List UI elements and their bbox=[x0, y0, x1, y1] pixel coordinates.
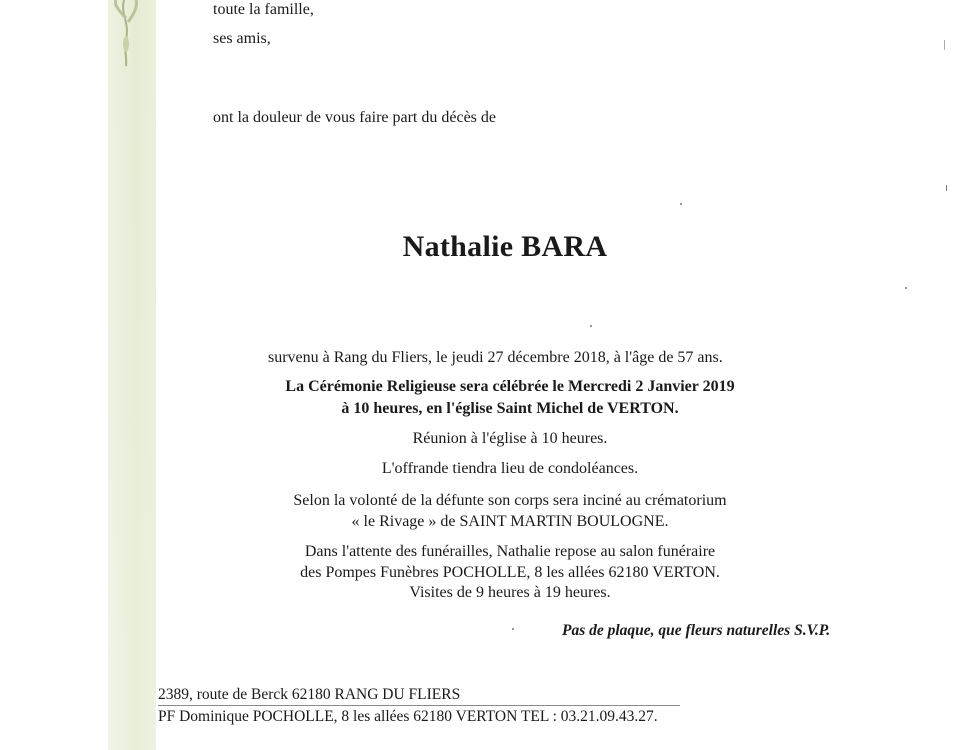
paper-speck bbox=[590, 325, 592, 327]
paper-speck bbox=[512, 628, 514, 630]
ceremony-line-2: à 10 heures, en l'église Saint Michel de VERTON. bbox=[341, 400, 679, 417]
paper-speck bbox=[680, 203, 682, 205]
side-band-fade bbox=[108, 0, 156, 750]
paper-speck bbox=[946, 185, 947, 191]
closing-note: Pas de plaque, que fleurs naturelles S.V.P. bbox=[562, 622, 831, 639]
footer-divider bbox=[158, 705, 680, 706]
deceased-name: Nathalie BARA bbox=[402, 230, 608, 263]
meeting-info: Réunion à l'église à 10 heures. bbox=[412, 430, 608, 447]
flower-illustration bbox=[106, 0, 146, 70]
offering-info: L'offrande tiendra lieu de condoléances. bbox=[381, 460, 639, 477]
intro-family: toute la famille, bbox=[213, 1, 314, 18]
waiting-line-2: des Pompes Funèbres POCHOLLE, 8 les allées 62180 VERTON. bbox=[300, 564, 720, 581]
paper-speck bbox=[905, 287, 907, 289]
decorative-side-band bbox=[108, 0, 156, 750]
ceremony-line-1: La Cérémonie Religieuse sera célébrée le Mercredi 2 Janvier 2019 bbox=[285, 378, 735, 395]
family-address: 2389, route de Berck 62180 RANG DU FLIERS bbox=[158, 686, 461, 703]
waiting-line-1: Dans l'attente des funérailles, Nathalie repose au salon funéraire bbox=[304, 543, 716, 560]
intro-announcement: ont la douleur de vous faire part du décès de bbox=[213, 109, 497, 126]
cremation-line-2: « le Rivage » de SAINT MARTIN BOULOGNE. bbox=[351, 513, 669, 530]
death-details: survenu à Rang du Fliers, le jeudi 27 décembre 2018, à l'âge de 57 ans. bbox=[268, 349, 723, 366]
funeral-home-contact: PF Dominique POCHOLLE, 8 les allées 62180 VERTON TEL : 03.21.09.43.27. bbox=[158, 708, 658, 725]
paper-speck bbox=[944, 40, 945, 50]
visiting-hours: Visites de 9 heures à 19 heures. bbox=[409, 584, 611, 601]
intro-friends: ses amis, bbox=[213, 30, 271, 47]
cremation-line-1: Selon la volonté de la défunte son corps sera inciné au crématorium bbox=[293, 492, 727, 509]
